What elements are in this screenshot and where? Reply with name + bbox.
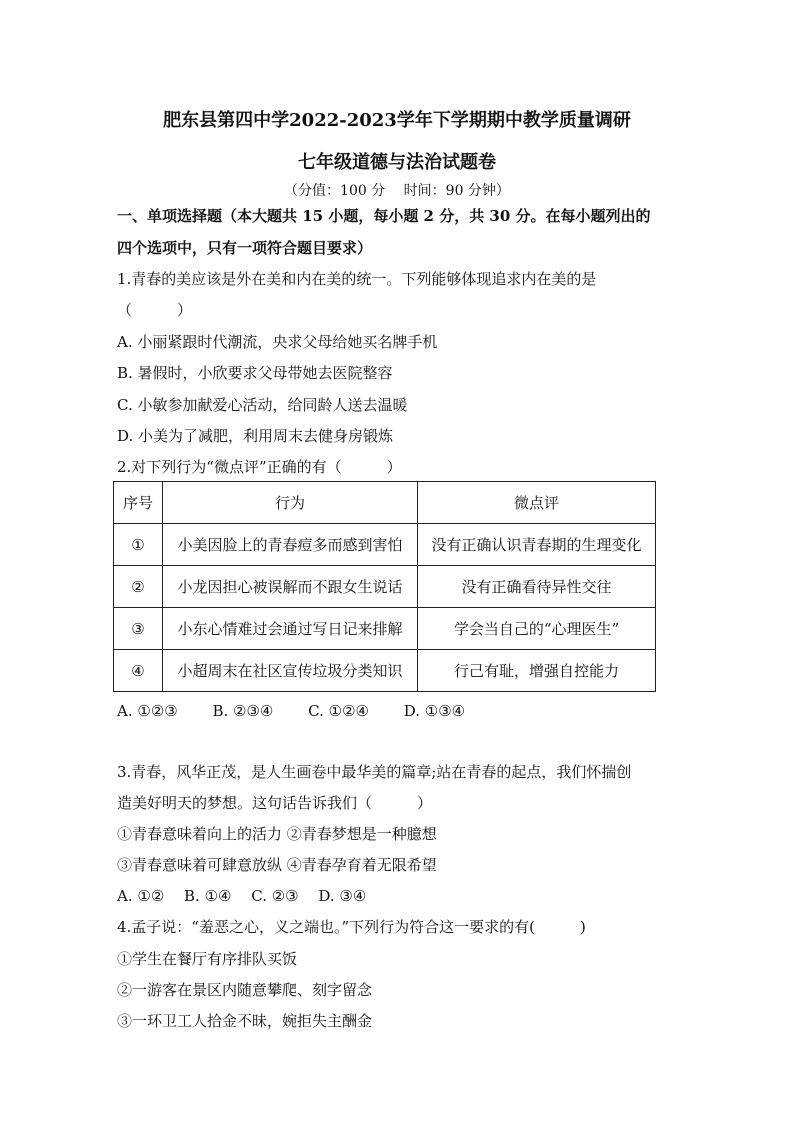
exam-subtitle: 七年级道德与法治试题卷 bbox=[298, 152, 496, 173]
table-cell: 小东心情难过会通过写日记来排解 bbox=[163, 608, 418, 650]
table-cell: 行己有耻，增强自控能力 bbox=[418, 650, 656, 692]
q2-stem: 2.对下列行为“微点评”正确的有（ ） bbox=[117, 458, 402, 476]
q3-choice-line2: ③青春意味着可肆意放纵 ④青春孕育着无限希望 bbox=[117, 856, 437, 874]
table-row bbox=[114, 566, 656, 608]
table-cell: ① bbox=[114, 524, 163, 566]
q1-stem-line2: （ ） bbox=[117, 301, 193, 319]
table-cell: 小超周末在社区宣传垃圾分类知识 bbox=[163, 650, 418, 692]
table-cell: 小美因脸上的青春痘多而感到害怕 bbox=[163, 524, 418, 566]
q3-stem-line2: 造美好明天的梦想。这句话告诉我们（ ） bbox=[117, 794, 433, 812]
table-header-cell: 行为 bbox=[163, 482, 418, 524]
table-cell: ② bbox=[114, 566, 163, 608]
exam-title: 肥东县第四中学2022-2023学年下学期期中教学质量调研 bbox=[163, 110, 631, 131]
section-heading-line2: 四个选项中，只有一项符合题目要求） bbox=[117, 239, 373, 257]
table-header-cell: 序号 bbox=[114, 482, 163, 524]
exam-meta: （分值：100 分 时间：90 分钟） bbox=[284, 183, 510, 199]
q2-options: A. ①②③ B. ②③④ C. ①②④ D. ①③④ bbox=[117, 702, 466, 720]
table-cell: 学会当自己的“心理医生” bbox=[418, 608, 656, 650]
table-header-row bbox=[114, 482, 656, 524]
table-cell: 没有正确看待异性交往 bbox=[418, 566, 656, 608]
table-cell: ④ bbox=[114, 650, 163, 692]
table-cell: ③ bbox=[114, 608, 163, 650]
table-header-cell: 微点评 bbox=[418, 482, 656, 524]
table-cell: 小龙因担心被误解而不跟女生说话 bbox=[163, 566, 418, 608]
q4-choice-3: ③一环卫工人拾金不昧，婉拒失主酬金 bbox=[117, 1012, 373, 1030]
table-row bbox=[114, 608, 656, 650]
table-row bbox=[114, 650, 656, 692]
q2-table bbox=[113, 481, 656, 692]
table-row bbox=[114, 524, 656, 566]
q1-option-d: D. 小美为了减肥，利用周末去健身房锻炼 bbox=[117, 427, 394, 445]
q3-stem-line1: 3.青春，风华正茂，是人生画卷中最华美的篇章;站在青春的起点，我们怀揣创 bbox=[117, 763, 632, 781]
q1-option-a: A. 小丽紧跟时代潮流，央求父母给她买名牌手机 bbox=[117, 333, 438, 351]
q3-choice-line1: ①青春意味着向上的活力 ②青春梦想是一种臆想 bbox=[117, 825, 437, 843]
section-heading-line1: 一、单项选择题（本大题共 15 小题，每小题 2 分，共 30 分。在每小题列出的 bbox=[117, 207, 651, 225]
q4-stem: 4.孟子说：“羞恶之心，义之端也。”下列行为符合这一要求的有( ) bbox=[117, 918, 586, 936]
q1-option-b: B. 暑假时，小欣要求父母带她去医院整容 bbox=[117, 364, 393, 382]
table-cell: 没有正确认识青春期的生理变化 bbox=[418, 524, 656, 566]
q4-choice-1: ①学生在餐厅有序排队买饭 bbox=[117, 950, 298, 968]
q3-options: A. ①② B. ①④ C. ②③ D. ③④ bbox=[117, 887, 367, 905]
q4-choice-2: ②一游客在景区内随意攀爬、刻字留念 bbox=[117, 981, 373, 999]
q1-option-c: C. 小敏参加献爱心活动，给同龄人送去温暖 bbox=[117, 396, 408, 414]
q1-stem-line1: 1.青春的美应该是外在美和内在美的统一。下列能够体现追求内在美的是 bbox=[117, 270, 597, 288]
